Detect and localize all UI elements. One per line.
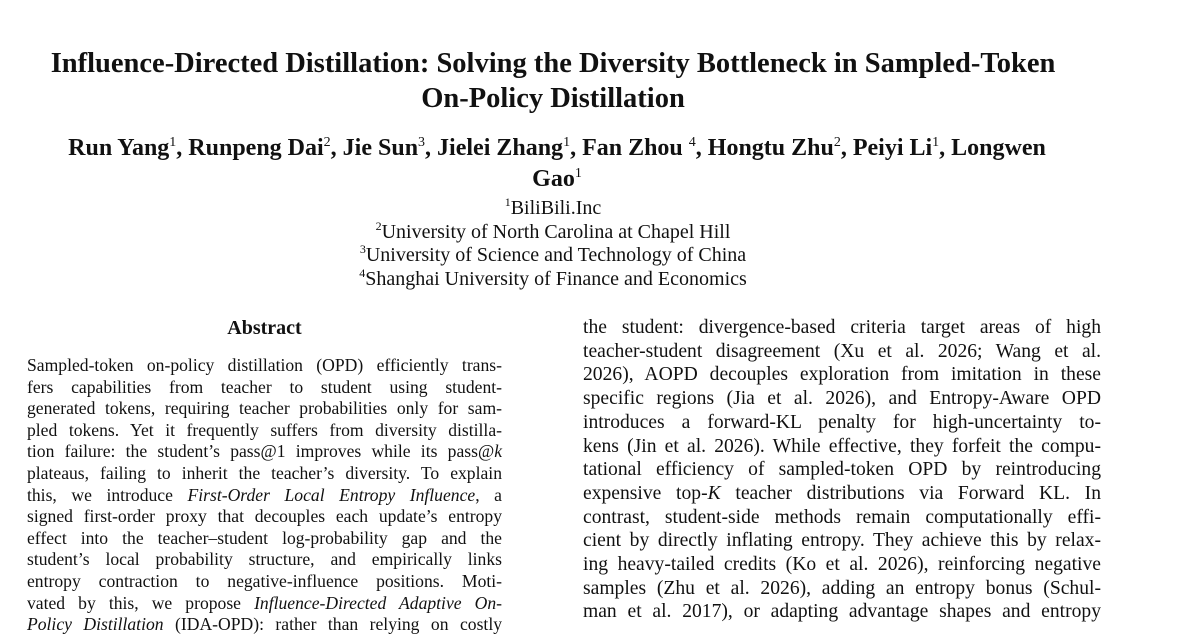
author-affiliation-mark: 1 bbox=[932, 135, 940, 150]
text-line: introduces a forward-KL penalty for high-uncertainty to- bbox=[583, 411, 1101, 433]
text-line: entropy contraction to negative-influence positions. Moti- bbox=[27, 570, 502, 591]
author-name: Jie Sun bbox=[342, 135, 419, 161]
text-line: ing heavy-tailed credits (Ko et al. 2026), reinforcing negative bbox=[583, 554, 1101, 576]
text-line: the student: divergence-based criteria target areas of high bbox=[583, 317, 1101, 338]
affiliation bbox=[0, 244, 1106, 268]
affiliation-number: 4 bbox=[359, 265, 366, 280]
abstract-body bbox=[27, 355, 502, 636]
emphasis: First-Order Local Entropy Influence bbox=[187, 484, 476, 505]
author-name: Hongtu Zhu bbox=[707, 135, 834, 161]
affiliation-name: University of North Carolina at Chapel Hill bbox=[381, 220, 731, 243]
affiliation-number: 3 bbox=[359, 242, 366, 256]
title-line: On-Policy Distillation bbox=[421, 83, 685, 114]
text-line: effect into the teacher–student log-probability gap and the bbox=[27, 527, 502, 548]
text-line: man et al. 2017), or adapting advantage shapes and entropy bbox=[583, 601, 1101, 623]
affiliation-name: BiliBili.Inc bbox=[510, 197, 602, 219]
affiliation bbox=[0, 197, 1106, 221]
author-affiliation-mark: 2 bbox=[833, 135, 841, 150]
text-line: tational efficiency of sampled-token OPD by reintroducing bbox=[583, 459, 1101, 481]
author-affiliation-mark: 3 bbox=[418, 135, 426, 150]
emphasis: Policy Distillation bbox=[27, 614, 164, 635]
math-variable: k bbox=[494, 441, 502, 462]
paper-title bbox=[0, 46, 1106, 116]
author-affiliation-mark: 1 bbox=[563, 135, 571, 150]
affiliation bbox=[0, 265, 1106, 292]
abstract-heading: Abstract bbox=[227, 317, 302, 339]
author-list bbox=[0, 133, 1114, 195]
text-line: 2026), AOPD decouples exploration from imitation in these bbox=[583, 364, 1101, 386]
text-line: Sampled-token on-policy distillation (OPD) efficiently trans- bbox=[27, 355, 502, 375]
author-name: Fan Zhou bbox=[582, 135, 683, 161]
author-name: Longwen bbox=[951, 135, 1046, 161]
text-line: teacher-student disagreement (Xu et al. 2026; Wang et al. bbox=[583, 340, 1101, 362]
author-affiliation-mark: 4 bbox=[688, 135, 696, 150]
text-line: plateaus, failing to inherit the teacher’s diversity. To explain bbox=[27, 462, 502, 483]
affiliation-name: Shanghai University of Finance and Economics bbox=[365, 267, 747, 290]
text-line bbox=[583, 482, 1101, 506]
body-column-right bbox=[583, 316, 1101, 624]
author-affiliation-mark: 1 bbox=[574, 166, 582, 181]
author-name: Gao bbox=[532, 166, 575, 192]
text-line: samples (Zhu et al. 2026), adding an entropy bonus (Schul- bbox=[583, 577, 1101, 599]
text-segment: teacher distributions via Forward KL. In bbox=[720, 482, 1101, 504]
text-line bbox=[27, 485, 502, 507]
text-segment: expensive top- bbox=[583, 482, 708, 504]
title-line: Influence-Directed Distillation: Solving the Diversity Bottleneck in Sampled-Token bbox=[50, 48, 1056, 79]
author-name: Peiyi Li bbox=[852, 135, 933, 161]
text-line: pled tokens. Yet it frequently suffers from diversity distilla- bbox=[27, 419, 502, 440]
text-line: kens (Jin et al. 2026). While effective, they forfeit the compu- bbox=[583, 435, 1101, 457]
author-name: Runpeng Dai bbox=[188, 135, 324, 161]
affiliation-number: 1 bbox=[504, 195, 511, 209]
affiliation bbox=[0, 218, 1106, 245]
author-line bbox=[0, 164, 1114, 195]
text-segment: vated by this, we propose bbox=[27, 592, 241, 613]
math-variable: K bbox=[707, 482, 721, 504]
text-line: fers capabilities from teacher to student using student- bbox=[27, 376, 502, 397]
author-name: Run Yang bbox=[68, 135, 170, 161]
affiliation-name: University of Science and Technology of China bbox=[365, 244, 747, 266]
affiliation-list bbox=[0, 197, 1106, 291]
text-line: cient by directly inflating entropy. They achieve this by relax- bbox=[583, 530, 1101, 552]
text-line: generated tokens, requiring teacher probabilities only for sam- bbox=[27, 398, 502, 419]
affiliation-number: 2 bbox=[375, 218, 382, 233]
text-segment: this, we introduce bbox=[27, 484, 173, 505]
text-line bbox=[27, 441, 502, 463]
text-line: signed first-order proxy that decouples each update’s entropy bbox=[27, 506, 502, 527]
author-affiliation-mark: 2 bbox=[323, 135, 331, 150]
emphasis: Influence-Directed Adaptive On- bbox=[254, 592, 502, 613]
author-affiliation-mark: 1 bbox=[169, 135, 177, 150]
text-line bbox=[27, 593, 502, 615]
author-name: Jielei Zhang bbox=[437, 135, 564, 161]
text-line: specific regions (Jia et al. 2026), and Entropy-Aware OPD bbox=[583, 388, 1101, 410]
text-segment: , a bbox=[475, 484, 502, 505]
text-line: student’s local probability structure, and empirically links bbox=[27, 549, 502, 570]
text-line bbox=[27, 614, 502, 636]
text-segment: (IDA-OPD): rather than relying on costly bbox=[175, 614, 502, 635]
author-line: Run Yang$^1$, Runpeng Dai$^2$, Jie Sun$^3$, Jielei Zhang$^1$, Fan Zhou $^4$, Hongtu Zhu$^2$, Peiyi Li$^1$, Longwen bbox=[68, 135, 1046, 161]
text-line: contrast, student-side methods remain computationally effi- bbox=[583, 506, 1101, 528]
text-segment: tion failure: the student’s pass@1 improves while its pass@ bbox=[27, 441, 495, 462]
